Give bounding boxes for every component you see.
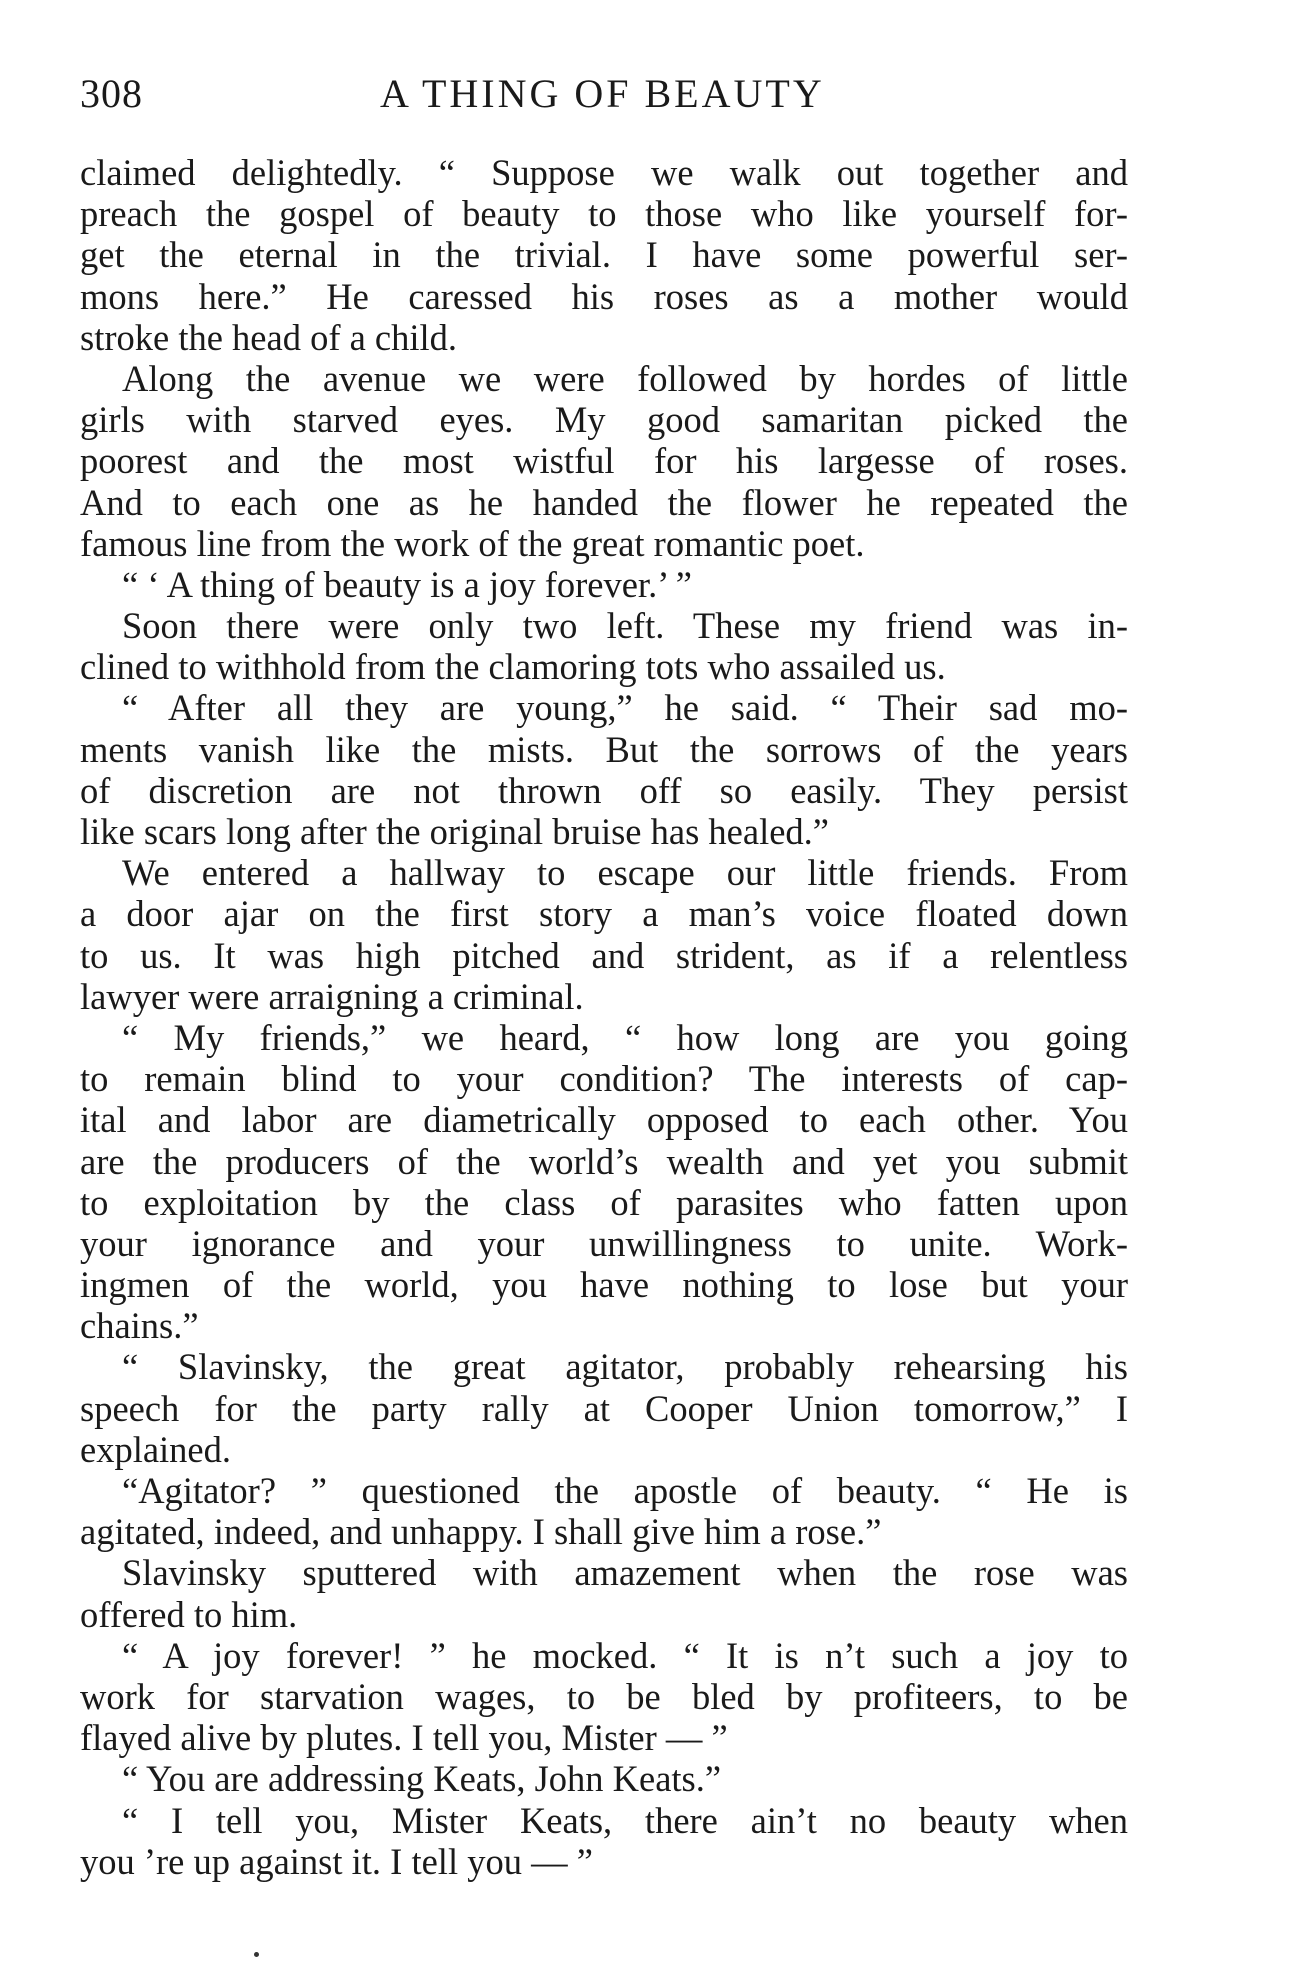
text-line: “ Slavinsky, the great agitator, probably rehearsing his [122, 1346, 1128, 1388]
text-line: get the eternal in the trivial. I have some powerful ser- [80, 234, 1128, 276]
text-line: are the producers of the world’s wealth and yet you submit [80, 1140, 1128, 1182]
text-line: “ A joy forever! ” he mocked. “ It is n’t such a joy to [122, 1634, 1128, 1676]
text-line: work for starvation wages, to be bled by profiteers, to be [80, 1675, 1128, 1717]
text-line: girls with starved eyes. My good samaritan picked the [80, 399, 1128, 441]
text-line: agitated, indeed, and unhappy. I shall give him a rose.” [80, 1511, 882, 1553]
text-line: And to each one as he handed the flower he repeated the [80, 481, 1128, 523]
text-line: flayed alive by plutes. I tell you, Mister — ” [80, 1717, 728, 1759]
text-line: “Agitator? ” questioned the apostle of beauty. “ He is [122, 1470, 1128, 1511]
text-line: clined to withhold from the clamoring tots who assailed us. [80, 646, 946, 688]
text-line: “ ‘ A thing of beauty is a joy forever.’ ” [122, 563, 692, 605]
text-line: preach the gospel of beauty to those who like yourself for- [80, 193, 1128, 235]
text-line: ital and labor are diametrically opposed to each other. You [80, 1099, 1128, 1141]
text-line: a door ajar on the first story a man’s voice floated down [80, 893, 1128, 935]
text-line: offered to him. [80, 1593, 298, 1635]
text-line: Soon there were only two left. These my friend was in- [122, 605, 1128, 647]
text-line: “ You are addressing Keats, John Keats.” [122, 1758, 722, 1800]
text-line: stroke the head of a child. [80, 316, 458, 358]
text-line: explained. [80, 1428, 232, 1470]
text-line: of discretion are not thrown off so easily. They persist [80, 769, 1128, 811]
text-line: “ After all they are young,” he said. “ Their sad mo- [122, 687, 1128, 729]
running-title: A THING OF BEAUTY [380, 71, 825, 116]
text-line: claimed delightedly. “ Suppose we walk out together and [80, 152, 1128, 193]
text-line: chains.” [80, 1305, 199, 1347]
text-line: your ignorance and your unwillingness to unite. Work- [80, 1222, 1128, 1264]
text-line: ingmen of the world, you have nothing to lose but your [80, 1264, 1128, 1306]
text-line: “ I tell you, Mister Keats, there ain’t no beauty when [122, 1799, 1128, 1841]
text-line: you ’re up against it. I tell you — ” [80, 1840, 593, 1882]
text-line: to us. It was high pitched and strident, as if a relentless [80, 934, 1128, 976]
text-line: Slavinsky sputtered with amazement when the rose was [122, 1552, 1128, 1594]
text-line: famous line from the work of the great romantic poet. [80, 522, 865, 564]
text-line: to remain blind to your condition? The interests of cap- [80, 1058, 1128, 1100]
running-head [80, 70, 1130, 120]
text-line: We entered a hallway to escape our little friends. From [122, 852, 1128, 894]
text-line: Along the avenue we were followed by hordes of little [122, 357, 1128, 399]
text-line: ments vanish like the mists. But the sorrows of the years [80, 728, 1128, 770]
text-line: poorest and the most wistful for his largesse of roses. [80, 440, 1128, 482]
page-number: 308 [80, 71, 143, 116]
text-line: lawyer were arraigning a criminal. [80, 975, 584, 1017]
body-text [80, 152, 1128, 1882]
text-line: “ My friends,” we heard, “ how long are you going [122, 1016, 1128, 1058]
text-line: mons here.” He caressed his roses as a mother would [80, 275, 1128, 317]
ink-speck [254, 1952, 259, 1957]
text-line: speech for the party rally at Cooper Union tomorrow,” I [80, 1387, 1128, 1429]
text-line: to exploitation by the class of parasites who fatten upon [80, 1181, 1128, 1223]
text-line: like scars long after the original bruise has healed.” [80, 811, 829, 852]
